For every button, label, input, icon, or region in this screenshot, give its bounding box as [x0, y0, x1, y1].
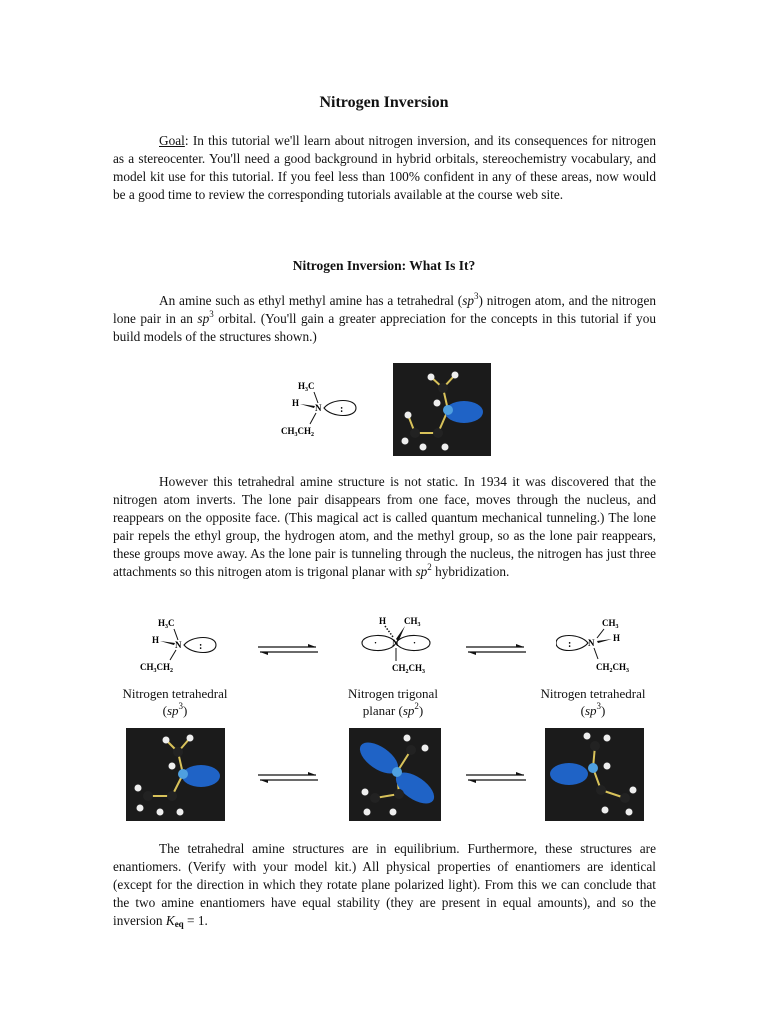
model-photo-right [545, 728, 644, 821]
svg-text:CH2CH3: $CH_2CH_3$ [596, 662, 629, 674]
lone-pair-dots: : [340, 404, 344, 415]
equilibrium-paragraph: The tetrahedral amine structures are in equilibrium. Furthermore, these structures are enantiomers. (Verify with your model kit.) All physical properties of enantiomers are identical (except for the direction in which they rotate plane polarized light). From this we can conclude that the two amine enantiomers have equal stability (they are present in equal amounts), and so the inversion $K_{eq} = 1$. [113, 841, 656, 930]
equilibrium-arrow-3 [256, 771, 320, 785]
svg-text:·: · [374, 638, 378, 648]
ethyl-methyl-amine-structure [278, 376, 360, 440]
svg-text:N: N [175, 640, 182, 650]
svg-text:H3C: $H_3C$ [158, 618, 175, 630]
model-photo-middle [349, 728, 441, 821]
page-title: Nitrogen Inversion [319, 94, 449, 111]
methyl-label: $H_3C$ [298, 381, 315, 393]
svg-text:H: H [613, 633, 621, 643]
equilibrium-arrow-2 [464, 643, 528, 657]
n-label: N [315, 403, 322, 413]
svg-text:CH3CH2: $CH_3CH_2$ [140, 662, 173, 674]
h-label: H [292, 398, 300, 408]
equilibrium-arrow-1 [256, 643, 320, 657]
intro-paragraph: An amine such as ethyl methyl amine has a tetrahedral $(sp^3)$ nitrogen atom, and the nitrogen lone pair in an $sp^3$ orbital. (You'll gain a greater appreciation for the concepts in this tutorial if you build models of the structures shown.) [113, 291, 656, 345]
svg-text::: : [568, 639, 572, 650]
tetrahedral-structure-left [138, 614, 220, 678]
svg-text:H: H [152, 635, 160, 645]
caption-left: Nitrogen tetrahedral $(sp^3)$ [122, 686, 228, 718]
trigonal-planar-structure [358, 612, 434, 678]
svg-text:N: N [588, 638, 595, 648]
svg-text:CH2CH3: $CH_2CH_3$ [392, 663, 425, 675]
ethyl-label: $CH_3CH_2$ [281, 426, 314, 438]
caption-middle: Nitrogen trigonal planar $(sp^2)$ [348, 686, 438, 718]
goal-label: Goal [159, 133, 185, 148]
caption-right: Nitrogen tetrahedral $(sp^3)$ [540, 686, 646, 718]
svg-text:N: N [392, 638, 399, 648]
tetrahedral-structure-right [556, 614, 638, 678]
model-photo-tetrahedral [393, 363, 491, 456]
model-photo-left [126, 728, 225, 821]
goal-text: : In this tutorial we'll learn about nitrogen inversion, and its consequences for nitrogen as a stereocenter. You'll need a good background in hybrid orbitals, stereochemistry vocabulary, and model kit use for this tutorial. If you feel less than 100% confident in any of these areas, now would be a good time to review the corresponding tutorials available at the course web site. [113, 133, 656, 203]
equilibrium-arrow-4 [464, 771, 528, 785]
svg-text::: : [199, 641, 203, 652]
goal-paragraph [113, 132, 656, 204]
inversion-paragraph: However this tetrahedral amine structure is not static. In 1934 it was discovered that the nitrogen atom inverts. The lone pair disappears from one face, moves through the nucleus, and reappears on the opposite face. (This magical act is called quantum mechanical tunneling.) The lone pair repels the ethyl group, the hydrogen atom, and the methyl group, so as the lone pair reappears, these groups move away. As the lone pair is tunneling through the nucleus, the nitrogen has just three attachments so this nitrogen atom is trigonal planar with $sp^2$ hybridization. [113, 474, 656, 580]
svg-text:·: · [413, 638, 417, 648]
svg-text:H: H [379, 616, 387, 626]
section-heading: Nitrogen Inversion: What Is It? [292, 258, 476, 273]
svg-text:CH3: $CH_3$ [602, 618, 619, 630]
svg-text:CH3: $CH_3$ [404, 616, 421, 628]
